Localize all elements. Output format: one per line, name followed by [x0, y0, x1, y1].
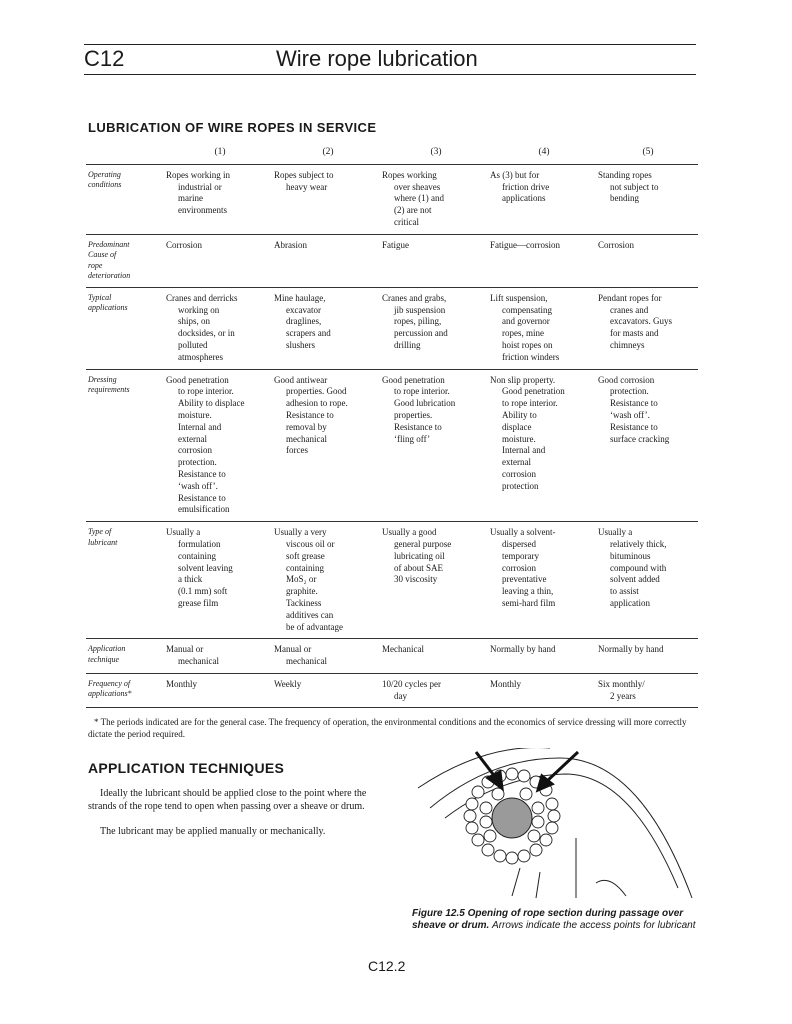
cell-first-line: Six monthly/	[598, 678, 645, 689]
cell-first-line: 10/20 cycles per	[382, 678, 441, 689]
cell-first-line: Pendant ropes for	[598, 292, 662, 303]
cell-continuation: to rope interior. Good lubrication properties. Resistance to ‘fling off’	[394, 386, 456, 444]
table-header-row	[86, 145, 698, 164]
cell-first-line: Cranes and derricks	[166, 292, 238, 303]
sheave-edge	[512, 868, 520, 896]
figure-caption-text: Arrows indicate the access points for lubricant	[492, 920, 696, 931]
cell-first-line: Fatigue—corrosion	[490, 239, 560, 250]
cell-continuation: Good penetration to rope interior. Ability to displace moisture. Internal and external corrosion protection	[502, 386, 565, 491]
cell-continuation: 2 years	[610, 690, 636, 701]
header-rule-top	[84, 44, 696, 45]
lubrication-table	[86, 145, 698, 708]
chapter-code: C12	[84, 46, 125, 71]
cell-continuation: mechanical	[178, 656, 219, 667]
section-heading-lubrication: LUBRICATION OF WIRE ROPES IN SERVICE	[88, 120, 377, 135]
row-label: Operating conditions	[86, 164, 166, 234]
table-cell	[274, 639, 382, 674]
figure-caption-title: Figure 12.5 Opening of rope section during passage over sheave or drum.	[412, 908, 684, 931]
table-cell	[166, 369, 274, 522]
cell-continuation: to rope interior. Ability to displace moisture. Internal and external corrosion protection. Resistance to ‘wash off’. Resistance to emulsification	[178, 386, 245, 515]
table-row	[86, 522, 698, 639]
table-cell	[490, 522, 598, 639]
rope-core	[492, 798, 532, 838]
cell-first-line: Manual or	[166, 644, 204, 655]
cell-first-line: Good antiwear	[274, 374, 328, 385]
cell-first-line: Mine haulage,	[274, 292, 326, 303]
table-cell	[166, 673, 274, 708]
rope-sheave-figure	[400, 748, 696, 906]
cell-continuation: properties. Good adhesion to rope. Resistance to removal by mechanical forces	[286, 386, 348, 456]
page-title: Wire rope lubrication	[276, 46, 478, 71]
table-cell	[598, 234, 698, 287]
cell-first-line: Monthly	[166, 678, 198, 689]
table-cell	[490, 639, 598, 674]
column-header: (2)	[274, 145, 382, 164]
table-cell	[598, 287, 698, 369]
table-row	[86, 369, 698, 522]
table-cell	[598, 673, 698, 708]
column-header: (5)	[598, 145, 698, 164]
cell-continuation: not subject to bending	[610, 181, 659, 204]
section-heading-application: APPLICATION TECHNIQUES	[88, 760, 285, 776]
table-cell	[382, 639, 490, 674]
cell-continuation: relatively thick, bituminous compound with solvent added to assist application	[610, 538, 667, 608]
table-body	[86, 164, 698, 708]
cell-continuation: excavator draglines, scrapers and slushers	[286, 304, 331, 350]
cell-continuation: general purpose lubricating oil of about SAE 30 viscosity	[394, 538, 452, 585]
cell-continuation: heavy wear	[286, 181, 328, 192]
table-cell	[166, 234, 274, 287]
paragraph: Ideally the lubricant should be applied close to the point where the strands of the rope tend to open when passing over a sheave or drum.	[88, 788, 367, 812]
cell-first-line: Normally by hand	[598, 644, 664, 655]
cell-continuation: jib suspension ropes, piling, percussion and drilling	[394, 304, 448, 350]
table-row	[86, 287, 698, 369]
cell-continuation: formulation containing solvent leaving a thick (0.1 mm) soft grease film	[178, 538, 233, 608]
table-cell	[274, 673, 382, 708]
cell-first-line: As (3) but for	[490, 169, 540, 180]
sheave-outline	[596, 880, 626, 896]
cell-continuation: working on ships, on docksides, or in polluted atmospheres	[178, 304, 235, 362]
cell-continuation: over sheaves where (1) and (2) are not critical	[394, 181, 444, 227]
table-row	[86, 639, 698, 674]
cell-first-line: Good penetration	[382, 374, 445, 385]
table-cell	[166, 287, 274, 369]
table-row	[86, 673, 698, 708]
cell-first-line: Usually a	[166, 527, 201, 538]
cell-first-line: Mechanical	[382, 644, 424, 655]
cell-first-line: Ropes working in	[166, 169, 230, 180]
footnote: * The periods indicated are for the general case. The frequency of operation, the environmental conditions and the economics of service dressing will more correctly dictate the period required.	[88, 717, 687, 739]
cell-first-line: Standing ropes	[598, 169, 652, 180]
cell-first-line: Weekly	[274, 678, 302, 689]
table-cell	[274, 369, 382, 522]
table-cell	[382, 369, 490, 522]
row-label: Frequency of applications*	[86, 673, 166, 708]
cell-first-line: Manual or	[274, 644, 312, 655]
table-cell	[490, 164, 598, 234]
table-cell	[490, 673, 598, 708]
cell-first-line: Corrosion	[166, 239, 202, 250]
cell-first-line: Good penetration	[166, 374, 229, 385]
table-cell	[166, 164, 274, 234]
table-cell	[598, 164, 698, 234]
table-cell	[490, 234, 598, 287]
paragraph: The lubricant may be applied manually or mechanically.	[100, 826, 326, 837]
row-label: Dressing requirements	[86, 369, 166, 522]
cell-first-line: Ropes subject to	[274, 169, 334, 180]
table-cell	[382, 287, 490, 369]
cell-first-line: Abrasion	[274, 239, 307, 250]
cell-continuation: dispersed temporary corrosion preventative leaving a thin, semi-hard film	[502, 538, 556, 608]
cell-continuation: cranes and excavators. Guys for masts and chimneys	[610, 304, 672, 350]
table-cell	[382, 164, 490, 234]
cell-continuation: friction drive applications	[502, 181, 550, 204]
page-number: C12.2	[368, 958, 406, 974]
cell-first-line: Lift suspension,	[490, 292, 548, 303]
cell-continuation: industrial or marine environments	[178, 181, 227, 216]
figure-caption	[412, 908, 712, 932]
cell-first-line: Fatigue	[382, 239, 409, 250]
row-label: Type of lubricant	[86, 522, 166, 639]
table-cell	[166, 522, 274, 639]
table-cell	[274, 287, 382, 369]
table-cell	[598, 639, 698, 674]
cell-first-line: Usually a	[598, 527, 633, 538]
header-rule-bottom	[84, 74, 696, 75]
cell-first-line: Ropes working	[382, 169, 437, 180]
cell-first-line: Usually a solvent-	[490, 527, 556, 538]
table-cell	[382, 522, 490, 639]
row-label: Predominant Cause of rope deterioration	[86, 234, 166, 287]
cell-continuation: viscous oil or soft grease containing MoS₂ or graphite. Tackiness additives can be of advantage	[286, 538, 343, 632]
table-cell	[382, 673, 490, 708]
table-row	[86, 164, 698, 234]
column-header: (1)	[166, 145, 274, 164]
table-cell	[382, 234, 490, 287]
table-cell	[166, 639, 274, 674]
column-header: (4)	[490, 145, 598, 164]
cell-first-line: Usually a good	[382, 527, 437, 538]
table-cell	[490, 369, 598, 522]
cell-first-line: Good corrosion	[598, 374, 655, 385]
table-cell	[490, 287, 598, 369]
table-cell	[598, 369, 698, 522]
cell-continuation: mechanical	[286, 656, 327, 667]
cell-continuation: day	[394, 690, 407, 701]
cell-first-line: Normally by hand	[490, 644, 556, 655]
cell-first-line: Usually a very	[274, 527, 327, 538]
table-cell	[598, 522, 698, 639]
row-label: Typical applications	[86, 287, 166, 369]
cell-first-line: Corrosion	[598, 239, 634, 250]
cell-first-line: Cranes and grabs,	[382, 292, 447, 303]
table-cell	[274, 164, 382, 234]
column-header-blank	[86, 145, 166, 164]
table-cell	[274, 234, 382, 287]
table-row	[86, 234, 698, 287]
sheave-edge	[536, 872, 540, 898]
cell-first-line: Monthly	[490, 678, 522, 689]
row-label: Application technique	[86, 639, 166, 674]
cell-continuation: protection. Resistance to ‘wash off’. Resistance to surface cracking	[610, 386, 670, 444]
cell-first-line: Non slip property.	[490, 374, 556, 385]
table-cell	[274, 522, 382, 639]
column-header: (3)	[382, 145, 490, 164]
cell-continuation: compensating and governor ropes, mine hoist ropes on friction winders	[502, 304, 560, 362]
